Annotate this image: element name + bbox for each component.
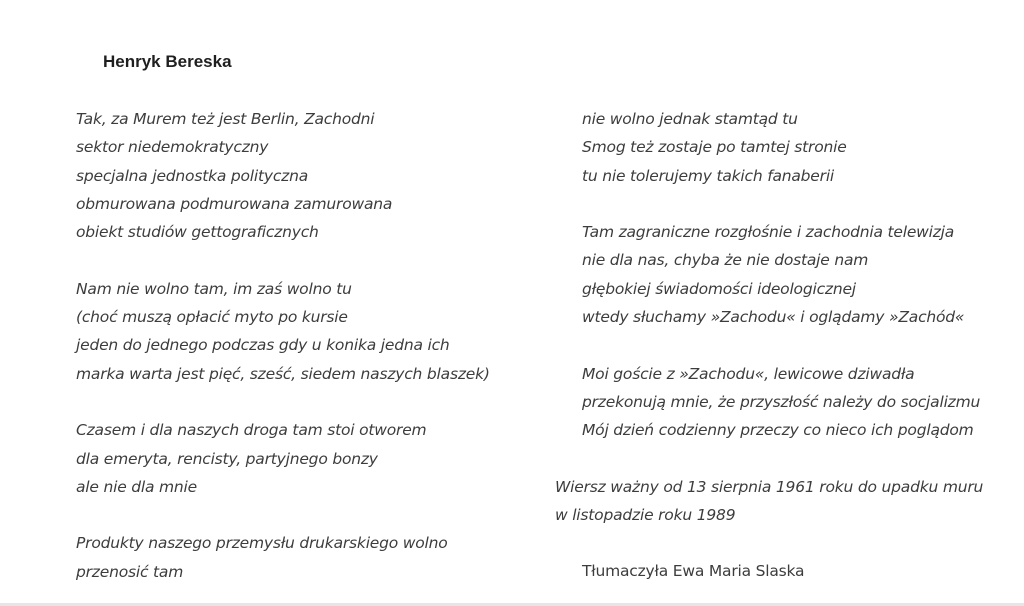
poem-line: (choć muszą opłacić myto po kursie xyxy=(76,308,348,327)
poem-line: nie dla nas, chyba że nie dostaje nam xyxy=(582,251,869,270)
poem-line: wtedy słuchamy »Zachodu« i oglądamy »Zachód« xyxy=(582,308,965,327)
poem-line: Smog też zostaje po tamtej stronie xyxy=(582,138,847,157)
poem-line: dla emeryta, rencisty, partyjnego bonzy xyxy=(76,449,378,468)
note-line: Wiersz ważny od 13 sierpnia 1961 roku do upadku muru xyxy=(555,478,984,496)
poem-line: jeden do jednego podczas gdy u konika jedna ich xyxy=(76,336,450,355)
poem-line: Mój dzień codzienny przeczy co nieco ich poglądom xyxy=(582,421,974,440)
stanza xyxy=(76,275,490,388)
poem-line: Tam zagraniczne rozgłośnie i zachodnia telewizja xyxy=(582,223,955,242)
poem-validity-note xyxy=(555,473,983,530)
poem-line: obmurowana podmurowana zamurowana xyxy=(76,194,393,213)
poem-line: przenosić tam xyxy=(76,562,184,581)
translator-credit: Tłumaczyła Ewa Maria Slaska xyxy=(582,562,805,580)
poem-line: tu nie tolerujemy takich fanaberii xyxy=(582,166,835,185)
stanza xyxy=(582,105,980,190)
poem-line: Nam nie wolno tam, im zaś wolno tu xyxy=(76,279,352,298)
note-line: w listopadzie roku 1989 xyxy=(555,506,736,525)
poem-line: Produkty naszego przemysłu drukarskiego wolno xyxy=(76,534,448,553)
stanza xyxy=(582,218,980,331)
poem-left-column xyxy=(76,105,490,586)
stanza xyxy=(76,416,490,501)
poem-line: głębokiej świadomości ideologicznej xyxy=(582,279,856,298)
poem-line: obiekt studiów gettograficznych xyxy=(76,223,319,242)
stanza xyxy=(76,105,490,246)
poem-line: ale nie dla mnie xyxy=(76,477,197,496)
stanza xyxy=(582,360,980,445)
poem-line: przekonują mnie, że przyszłość należy do socjalizmu xyxy=(582,392,981,411)
poem-line: marka warta jest pięć, sześć, siedem naszych blaszek) xyxy=(76,364,490,383)
stanza xyxy=(76,529,490,586)
poem-line: nie wolno jednak stamtąd tu xyxy=(582,110,798,128)
poem-author: Henryk Bereska xyxy=(103,52,232,71)
poem-line: sektor niedemokratyczny xyxy=(76,138,269,157)
poem-line: Moi goście z »Zachodu«, lewicowe dziwadła xyxy=(582,364,915,383)
poem-right-column xyxy=(582,105,980,445)
poem-line: Tak, za Murem też jest Berlin, Zachodni xyxy=(76,110,375,128)
poem-line: Czasem i dla naszych droga tam stoi otworem xyxy=(76,421,427,440)
poem-line: specjalna jednostka polityczna xyxy=(76,166,309,185)
